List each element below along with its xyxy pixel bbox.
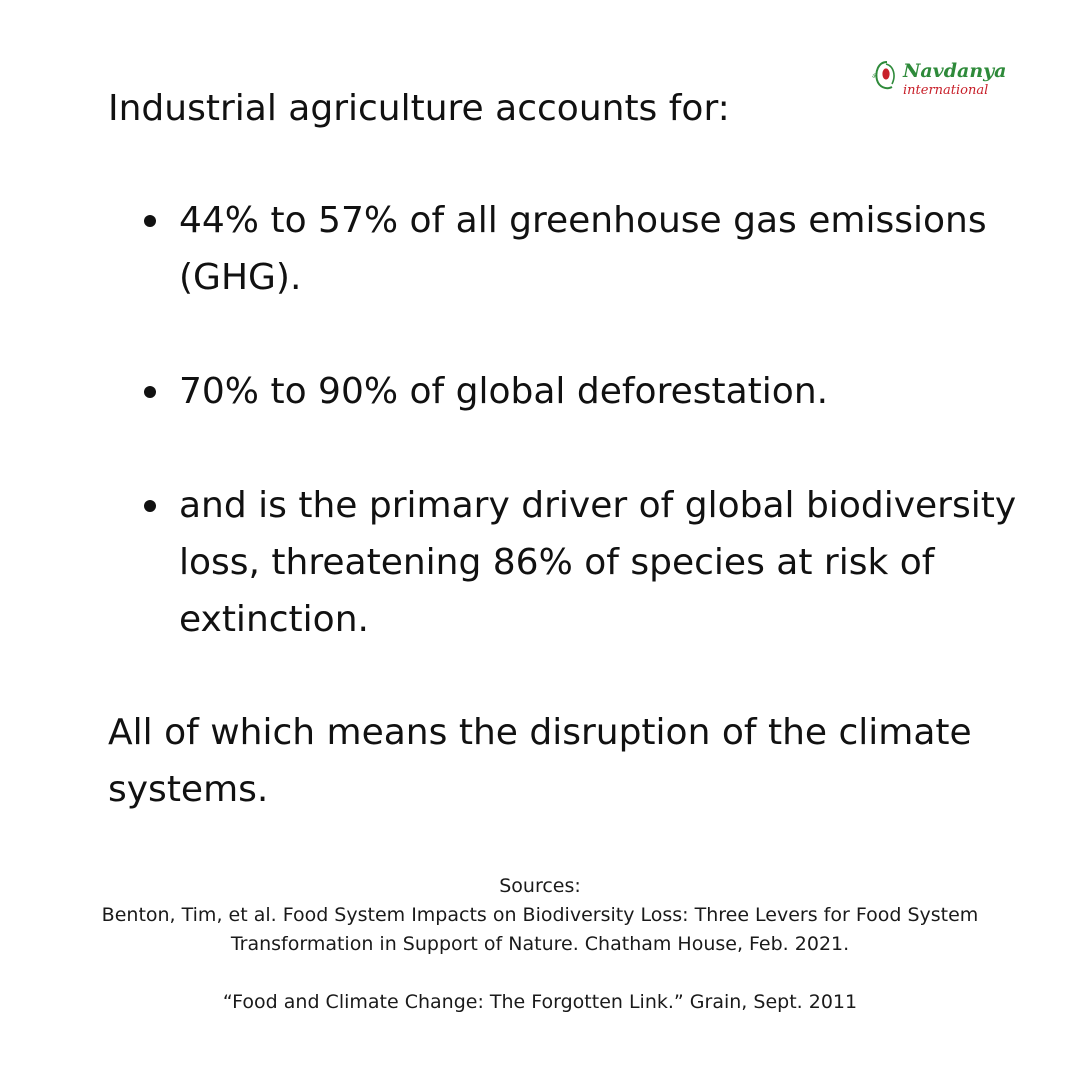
bullet-icon [144,386,156,398]
fact-text: 44% to 57% of all greenhouse gas emissions (GHG). [179,200,987,298]
bullet-icon [144,215,156,227]
bullet-icon [144,500,156,512]
source-reference: Benton, Tim, et al. Food System Impacts on Biodiversity Loss: Three Levers for Food System Transformation in Support of Nature. Chatham House, Feb. 2021. [101,904,979,955]
closing-statement: All of which means the disruption of the climate systems. [108,712,972,810]
intro-heading: Industrial agriculture accounts for: [108,88,730,129]
logo-subtitle: international [903,83,989,98]
svg-text:ॐ: ॐ [872,73,878,80]
fact-text: 70% to 90% of global deforestation. [179,371,829,412]
fact-text: and is the primary driver of global biodiversity loss, threatening 86% of species at risk of extinction. [179,485,1017,640]
logo-name: Navdanya [903,60,1007,82]
fact-item [140,192,1020,306]
seed-logo-icon [870,58,900,92]
fact-item [140,363,1020,420]
source-reference: “Food and Climate Change: The Forgotten Link.” Grain, Sept. 2011 [222,991,858,1013]
fact-item [140,477,1020,648]
sources-heading: Sources: [499,875,581,897]
navdanya-logo [870,56,1030,102]
facts-list [140,192,1020,648]
sources-section [30,872,1050,1017]
